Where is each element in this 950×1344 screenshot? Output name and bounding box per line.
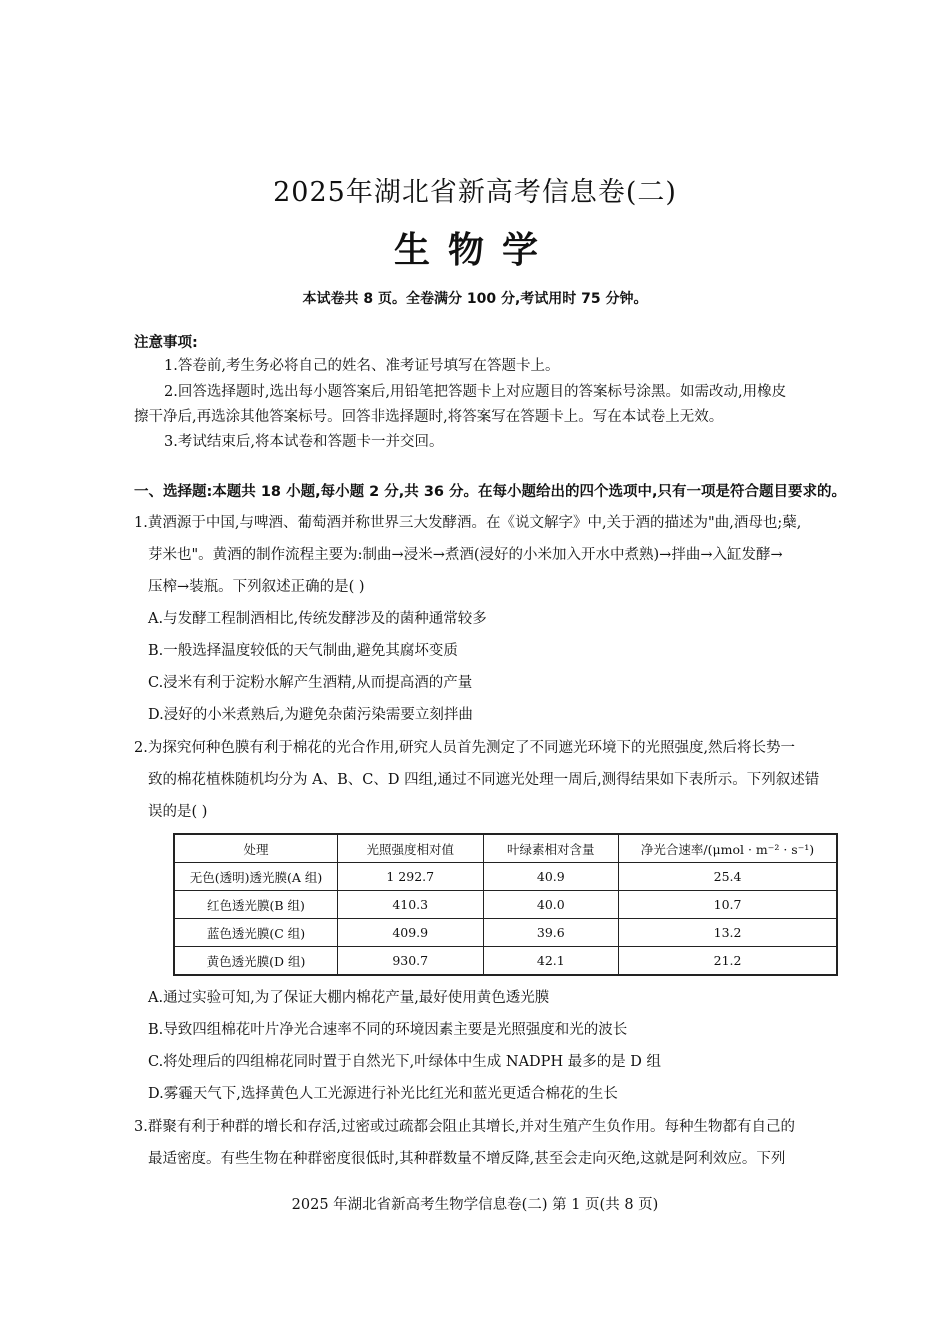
q2-option-b: B.导致四组棉花叶片净光合速率不同的环境因素主要是光照强度和光的波长 [148,1022,628,1038]
q1-option-d: D.浸好的小米煮熟后,为避免杂菌污染需要立刻拌曲 [148,707,473,723]
exam-intro: 本试卷共 8 页。全卷满分 100 分,考试用时 75 分钟。 [302,291,648,307]
q2-option-d: D.雾霾天气下,选择黄色人工光源进行补光比红光和蓝光更适合棉花的生长 [148,1086,618,1102]
q3-stem-line: 3.群聚有利于种群的增长和存活,过密或过疏都会阻止其增长,并对生殖产生负作用。每种生物都有自己的 [134,1119,796,1135]
table-cell: 红色透光膜(B 组) [174,891,337,919]
q2-stem-line: 致的棉花植株随机均分为 A、B、C、D 四组,通过不同遮光处理一周后,测得结果如下表所示。下列叙述错 [148,772,820,788]
q2-option-a: A.通过实验可知,为了保证大棚内棉花产量,最好使用黄色透光膜 [148,990,550,1006]
table-cell: 40.9 [483,863,619,891]
q3-stem-line: 最适密度。有些生物在种群密度很低时,其种群数量不增反降,甚至会走向灭绝,这就是阿利效应。下列 [148,1151,786,1167]
q1-stem-line: 压榨→装瓶。下列叙述正确的是( ) [148,579,365,595]
q1-option-b: B.一般选择温度较低的天气制曲,避免其腐坏变质 [148,643,458,659]
q1-stem-line: 芽米也"。黄酒的制作流程主要为:制曲→浸米→煮酒(浸好的小米加入开水中煮熟)→拌曲→入缸发酵→ [148,547,783,563]
q2-stem-line: 误的是( ) [148,804,208,820]
q2-option-c: C.将处理后的四组棉花同时置于自然光下,叶绿体中生成 NADPH 最多的是 D 组 [148,1054,662,1070]
section-heading: 一、选择题:本题共 18 小题,每小题 2 分,共 36 分。在每小题给出的四个选项中,只有一项是符合题目要求的。 [134,484,847,500]
table-cell: 1 292.7 [337,863,483,891]
table-cell: 409.9 [337,919,483,947]
table-row [174,863,837,891]
notice-line: 2.回答选择题时,选出每小题答案后,用铅笔把答题卡上对应题目的答案标号涂黑。如需改动,用橡皮 [164,384,787,400]
table-cell: 39.6 [483,919,619,947]
q2-stem-line: 2.为探究何种色膜有利于棉花的光合作用,研究人员首先测定了不同遮光环境下的光照强度,然后将长势一 [134,740,796,756]
table-cell: 40.0 [483,891,619,919]
exam-title: 2025年湖北省新高考信息卷(二) [273,177,677,208]
table-header-cell: 净光合速率/(μmol · m⁻² · s⁻¹) [619,834,837,863]
q2-data-table [173,833,838,976]
notice-heading: 注意事项: [134,335,198,351]
table-cell: 930.7 [337,947,483,976]
table-cell: 21.2 [619,947,837,976]
table-header-cell: 叶绿素相对含量 [483,834,619,863]
table-cell: 黄色透光膜(D 组) [174,947,337,976]
table-header-cell: 处理 [174,834,337,863]
table-cell: 410.3 [337,891,483,919]
q1-option-c: C.浸米有利于淀粉水解产生酒精,从而提高酒的产量 [148,675,473,691]
table-header-cell: 光照强度相对值 [337,834,483,863]
notice-line: 擦干净后,再选涂其他答案标号。回答非选择题时,将答案写在答题卡上。写在本试卷上无效。 [134,409,724,425]
table-cell: 10.7 [619,891,837,919]
table-row [174,891,837,919]
notice-line: 3.考试结束后,将本试卷和答题卡一并交回。 [164,434,444,450]
table-cell: 无色(透明)透光膜(A 组) [174,863,337,891]
table-cell: 25.4 [619,863,837,891]
q1-stem-line: 1.黄酒源于中国,与啤酒、葡萄酒并称世界三大发酵酒。在《说文解字》中,关于酒的描述为"曲,酒母也;蘖, [134,515,802,531]
notice-line: 1.答卷前,考生务必将自己的姓名、准考证号填写在答题卡上。 [164,358,560,374]
table-row [174,947,837,976]
table-cell: 42.1 [483,947,619,976]
table-row [174,919,837,947]
subject-title: 生物学 [393,230,556,271]
table-header-row [174,834,837,863]
table-cell: 蓝色透光膜(C 组) [174,919,337,947]
table-cell: 13.2 [619,919,837,947]
q1-option-a: A.与发酵工程制酒相比,传统发酵涉及的菌种通常较多 [148,611,487,627]
page-footer: 2025 年湖北省新高考生物学信息卷(二) 第 1 页(共 8 页) [291,1197,659,1213]
